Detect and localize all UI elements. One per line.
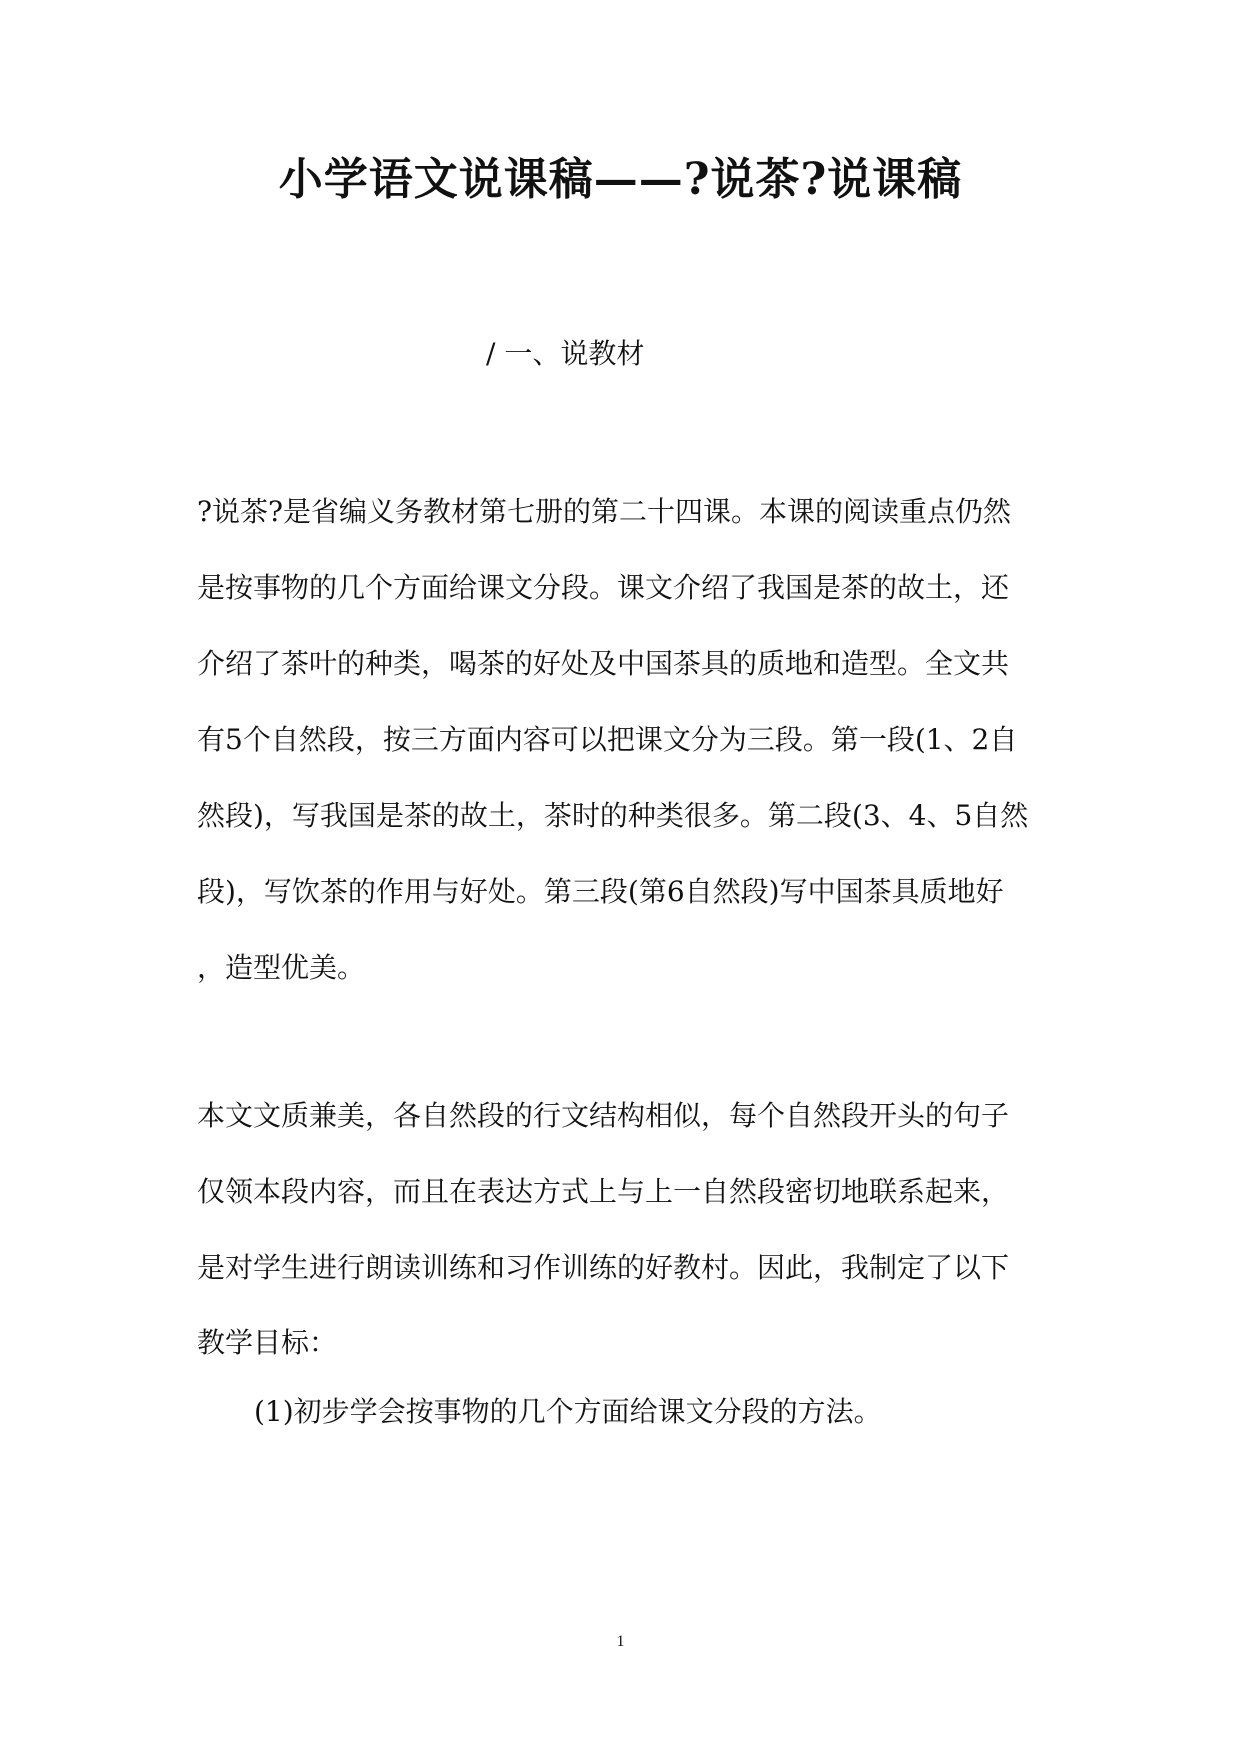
section-heading: / 一、说教材 [486, 337, 645, 370]
page-number: 1 [616, 1633, 625, 1650]
paragraph-line: 然段)，写我国是茶的故土，茶时的种类很多。第二段(3、4、5自然 [197, 799, 1029, 832]
paragraph-line: 介绍了茶叶的种类，喝茶的好处及中国茶具的质地和造型。全文共 [197, 647, 1010, 680]
paragraph-line: 仅领本段内容，而且在表达方式上与上一自然段密切地联系起来， [197, 1175, 1010, 1208]
document-title: 小学语文说课稿——?说茶?说课稿 [278, 154, 963, 205]
paragraph-line: 是按事物的几个方面给课文分段。课文介绍了我国是茶的故土，还 [197, 571, 1010, 604]
teaching-goal-item: (1)初步学会按事物的几个方面给课文分段的方法。 [254, 1395, 882, 1428]
paragraph-1 [197, 474, 1057, 1006]
paragraph-line: 本文文质兼美，各自然段的行文结构相似，每个自然段开头的句子 [197, 1099, 1010, 1132]
paragraph-2 [197, 1078, 1057, 1380]
paragraph-line: ?说茶?是省编义务教材第七册的第二十四课。本课的阅读重点仍然 [197, 495, 1012, 528]
paragraph-line: 段)，写饮茶的作用与好处。第三段(第6自然段)写中国茶具质地好 [197, 875, 1004, 908]
paragraph-line: 是对学生进行朗读训练和习作训练的好教村。因此，我制定了以下 [197, 1251, 1010, 1284]
paragraph-line: 教学目标： [197, 1326, 338, 1359]
paragraph-line: ，造型优美。 [197, 951, 366, 984]
paragraph-line: 有5个自然段，按三方面内容可以把课文分为三段。第一段(1、2自 [197, 723, 1018, 756]
